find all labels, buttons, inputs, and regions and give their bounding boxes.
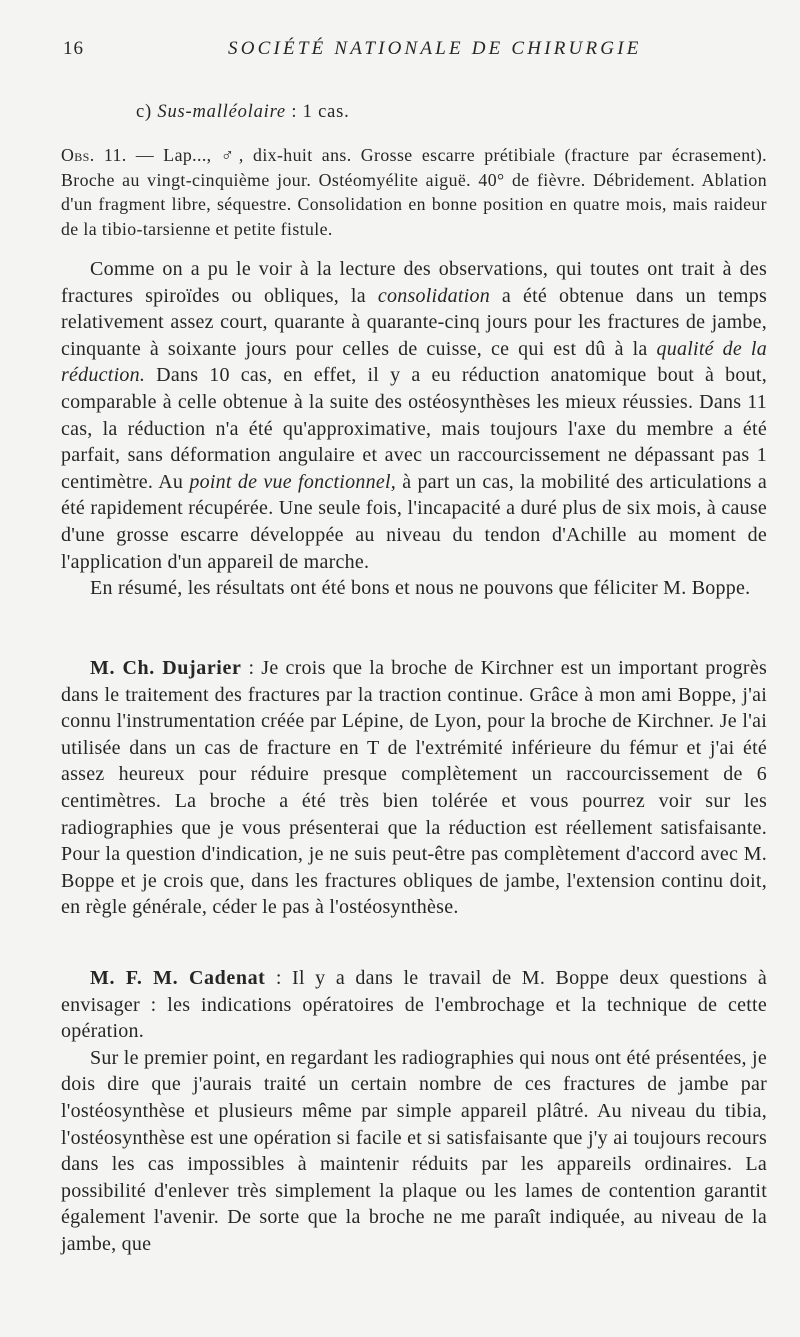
p1-summary: En résumé, les résultats ont été bons et nous ne pouvons que féliciter M. Boppe. bbox=[90, 577, 751, 600]
p1-italic1: consolidation bbox=[377, 284, 490, 307]
section-subheading bbox=[136, 102, 350, 123]
speaker-dujarier: M. Ch. Dujarier bbox=[90, 657, 242, 679]
speaker-cadenat: M. F. M. Cadenat bbox=[90, 967, 266, 989]
p2-text: : Je crois que la broche de Kirchner est un important progrès dans le traitement des fractures par la traction continue. Grâce à mon ami Boppe, j'ai connu l'instrumentation créée par Lépine, de Lyon, pour la broche de Kirchner. Je l'ai utilisée dans un cas de fracture en T de l'extrémité inférieure du fémur et j'ai été assez heureux pour réduire presque complètement un raccourcissement de 6 centimètres. La broche a été très bien tolérée et vous pourrez voir sur les radiographies que je vous présenterai que la réduction est réellement satisfaisante. Pour la question d'indication, je ne suis peut-être pas complètement d'accord avec M. Boppe et je crois que, dans les fractures obliques de jambe, l'extension continu doit, en règle générale, céder le pas à l'ostéosynthèse. bbox=[61, 657, 768, 919]
observation-label: Obs. bbox=[61, 145, 95, 165]
page-header bbox=[0, 38, 800, 64]
observation-block bbox=[61, 143, 767, 241]
p1-part4: à part un cas, la mobilité des articulations a été rapidement récupérée. Une seule fois, l'incapacité a duré plus de six mois, à cause d'une grosse escarre développée au niveau du tendon d'Achille au moment de l'application d'un appareil de marche. bbox=[61, 470, 767, 573]
p3-text: : Il y a dans le travail de M. Boppe deux questions à envisager : les indications opératoires de l'embrochage et la technique de cette opération. bbox=[61, 967, 767, 1043]
observation-text: 11. — Lap..., ♂, dix-huit ans. Grosse escarre prétibiale (fracture par écrasement). Broche au vingt-cinquième jour. Ostéomyélite aiguë. 40° de fièvre. Débridement. Ablation d'un fragment libre, séquestre. Consolidation en bonne position en quatre mois, mais raideur de la tibio-tarsienne et petite fistule. bbox=[61, 145, 767, 239]
p1-italic3: point de vue fonctionnel, bbox=[189, 470, 397, 493]
p1-part3: Dans 10 cas, en effet, il y a eu réduction anatomique bout à bout, comparable à celle obtenue à la suite des ostéosynthèses les mieux réussies. Dans 11 cas, la réduction n'a été qu'approximative, mais toujours l'axe du membre a été parfait, sans déformation angulaire et avec un raccourcissement ne dépassant pas 1 centimètre. Au bbox=[61, 364, 767, 493]
subheading-suffix: : 1 cas. bbox=[285, 102, 350, 122]
running-title: SOCIÉTÉ NATIONALE DE CHIRURGIE bbox=[228, 38, 642, 59]
p1-part1: Comme on a pu le voir à la lecture des observations, qui toutes ont trait à des fractures spiroïdes ou obliques, la bbox=[61, 258, 767, 307]
subheading-prefix: c) bbox=[136, 102, 152, 122]
p1-italic2: qualité de la réduction. bbox=[61, 337, 767, 387]
paragraph-dujarier bbox=[61, 655, 767, 921]
page-number: 16 bbox=[63, 38, 84, 59]
paragraph-cadenat bbox=[61, 965, 767, 1258]
subheading-italic: Sus-malléolaire bbox=[157, 102, 286, 122]
p1-part2: a été obtenue dans un temps relativement assez court, quarante à quarante-cinq jours pour les fractures de jambe, cinquante à soixante jours pour celles de cuisse, ce qui est dû à la bbox=[61, 284, 768, 360]
p3-continuation: Sur le premier point, en regardant les radiographies qui nous ont été présentées, je dois dire que j'aurais traité un certain nombre de ces fractures de jambe par l'ostéosynthèse et plusieurs même par simple appareil plâtré. Au niveau du tibia, l'ostéosynthèse est une opération si facile et si satisfaisante que j'y ai toujours recours dans les cas impossibles à maintenir réduits par les appareils ordinaires. La possibilité d'enlever très simplement la plaque ou les lames de contention garantit également l'avenir. De sorte que la broche ne me paraît indiquée, au niveau de la jambe, que bbox=[61, 1046, 767, 1255]
paragraph-consolidation bbox=[61, 256, 767, 602]
